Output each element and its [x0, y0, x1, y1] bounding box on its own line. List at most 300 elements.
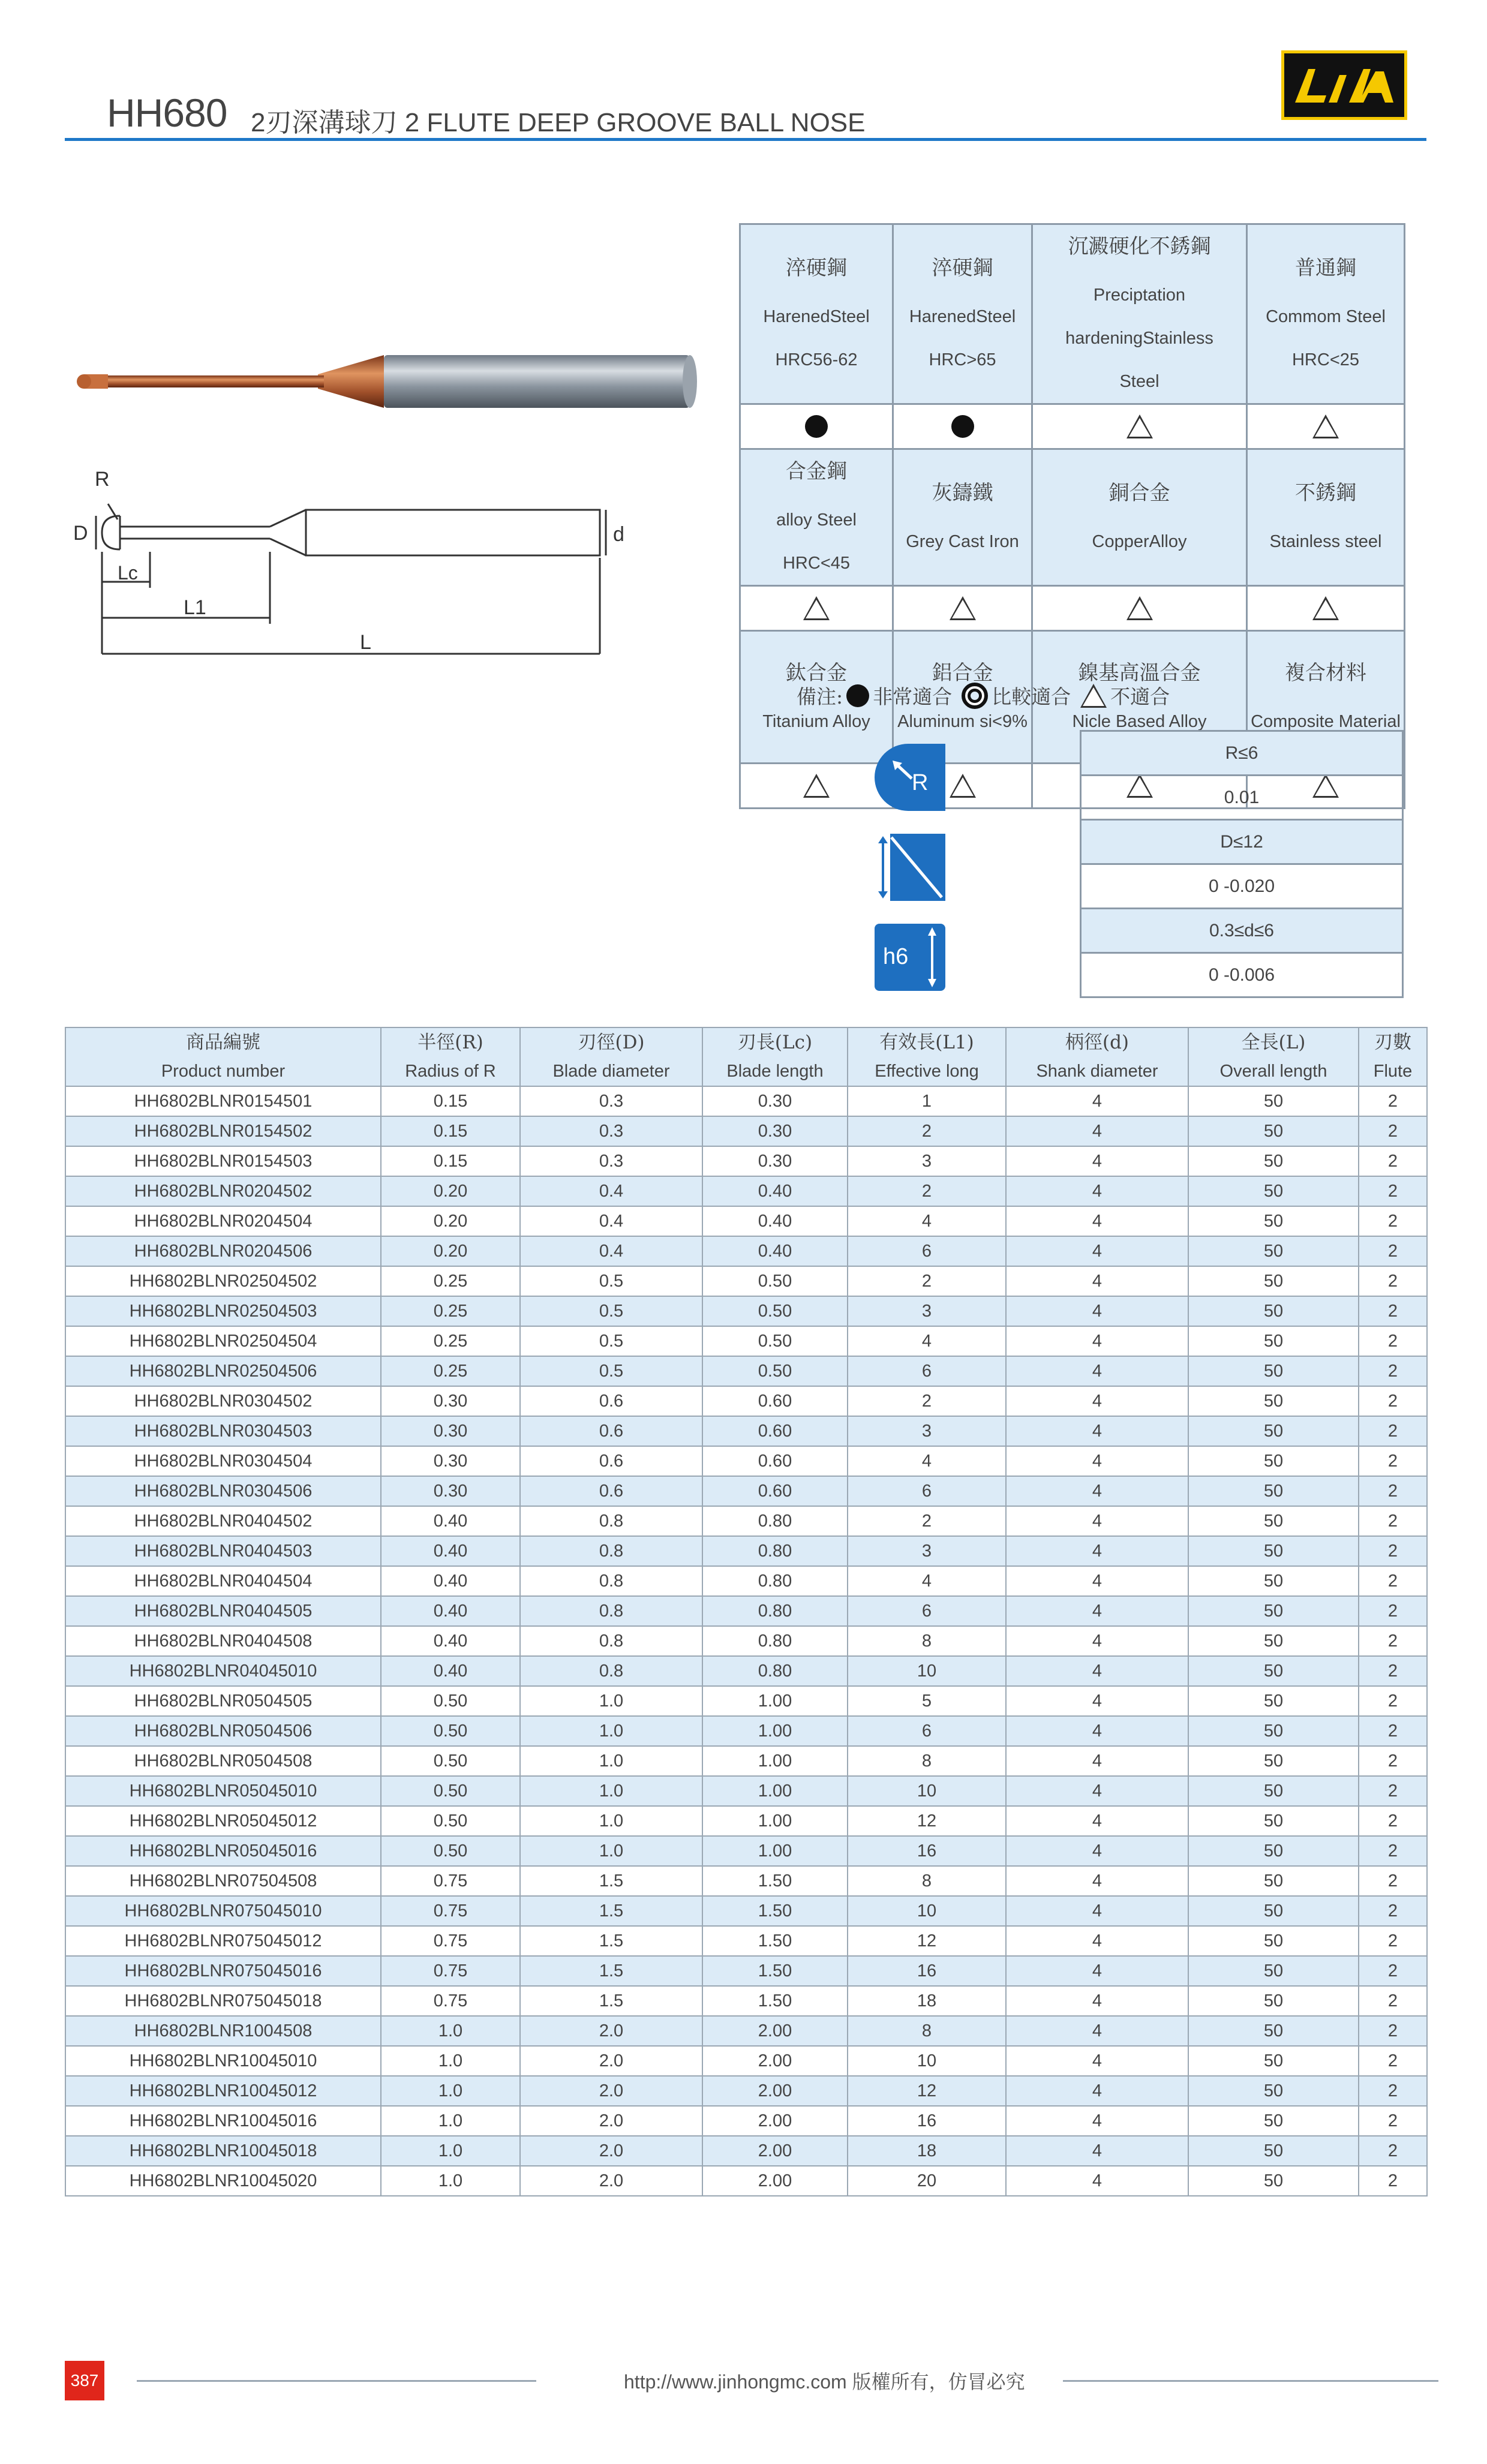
- table-cell: 2: [1359, 2136, 1427, 2166]
- table-cell: 0.75: [381, 1926, 520, 1956]
- table-row: [65, 1716, 1427, 1746]
- table-cell: 0.25: [381, 1326, 520, 1356]
- table-header-row: [65, 1027, 1427, 1086]
- table-cell: 0.4: [520, 1236, 702, 1266]
- table-cell: 8: [848, 1626, 1006, 1656]
- table-cell: 1.5: [520, 1956, 702, 1986]
- material-cell: 鋁合金 Aluminum si<9%: [893, 631, 1032, 764]
- table-cell: HH6802BLNR0304503: [65, 1416, 381, 1446]
- table-cell: 2: [1359, 1956, 1427, 1986]
- table-cell: 4: [1006, 1326, 1188, 1356]
- table-cell: 50: [1188, 1476, 1359, 1506]
- table-cell: 2: [1359, 1986, 1427, 2016]
- table-cell: 2: [1359, 2166, 1427, 2196]
- table-cell: 4: [1006, 1896, 1188, 1926]
- table-cell: 8: [848, 2016, 1006, 2046]
- table-cell: 16: [848, 1956, 1006, 1986]
- table-cell: 2: [1359, 1236, 1427, 1266]
- table-cell: 4: [1006, 1116, 1188, 1146]
- table-cell: 0.3: [520, 1146, 702, 1176]
- legend-very-suitable: 非常適合: [873, 685, 953, 708]
- table-cell: 4: [1006, 2136, 1188, 2166]
- table-cell: 3: [848, 1296, 1006, 1326]
- diameter-tolerance-icon: [875, 834, 945, 901]
- material-cell: 不銹鋼 Stainless steel: [1247, 449, 1405, 586]
- table-cell: 4: [1006, 1866, 1188, 1896]
- table-row: [65, 1326, 1427, 1356]
- table-cell: 0.50: [702, 1296, 848, 1326]
- table-cell: HH6802BLNR0404502: [65, 1506, 381, 1536]
- table-cell: 4: [1006, 1236, 1188, 1266]
- table-cell: 4: [1006, 2166, 1188, 2196]
- table-cell: 2.00: [702, 2076, 848, 2106]
- table-cell: 4: [1006, 1926, 1188, 1956]
- material-cell: 普通鋼 Commom Steel HRC<25: [1247, 224, 1405, 404]
- table-row: [65, 1506, 1427, 1536]
- table-row: [65, 1836, 1427, 1866]
- table-cell: HH6802BLNR02504502: [65, 1266, 381, 1296]
- table-cell: 0.50: [381, 1836, 520, 1866]
- table-cell: 50: [1188, 1956, 1359, 1986]
- table-cell: 0.75: [381, 1896, 520, 1926]
- table-cell: 0.25: [381, 1266, 520, 1296]
- material-cell: 鎳基高溫合金 Nicle Based Alloy: [1032, 631, 1247, 764]
- not-suitable-icon: [1126, 414, 1153, 438]
- table-row: [65, 1176, 1427, 1206]
- table-cell: 2.0: [520, 2046, 702, 2076]
- table-cell: 0.5: [520, 1326, 702, 1356]
- table-cell: 5: [848, 1686, 1006, 1716]
- table-row: [65, 1266, 1427, 1296]
- shank-tolerance-icon: [875, 924, 945, 991]
- table-cell: 50: [1188, 1416, 1359, 1446]
- table-cell: 50: [1188, 1506, 1359, 1536]
- table-row: [65, 1086, 1427, 1116]
- table-cell: 0.80: [702, 1626, 848, 1656]
- table-cell: 50: [1188, 2136, 1359, 2166]
- table-cell: 1.00: [702, 1836, 848, 1866]
- table-cell: 18: [848, 2136, 1006, 2166]
- table-row: [65, 2166, 1427, 2196]
- table-cell: 50: [1188, 1086, 1359, 1116]
- table-cell: 3: [848, 1536, 1006, 1566]
- table-cell: 50: [1188, 2046, 1359, 2076]
- table-cell: 50: [1188, 1776, 1359, 1806]
- table-cell: 2: [1359, 2076, 1427, 2106]
- table-cell: 2.00: [702, 2046, 848, 2076]
- table-cell: 2.00: [702, 2106, 848, 2136]
- table-cell: 1.5: [520, 1866, 702, 1896]
- table-cell: 6: [848, 1236, 1006, 1266]
- table-cell: 1.50: [702, 1986, 848, 2016]
- table-row: [65, 2016, 1427, 2046]
- table-cell: 1.5: [520, 1926, 702, 1956]
- page-number-badge: 387: [65, 2361, 104, 2400]
- table-cell: 1.0: [520, 1776, 702, 1806]
- table-cell: 0.5: [520, 1296, 702, 1326]
- rating-legend: [797, 681, 1176, 710]
- table-cell: 50: [1188, 2166, 1359, 2196]
- table-cell: 0.40: [702, 1206, 848, 1236]
- table-cell: HH6802BLNR10045020: [65, 2166, 381, 2196]
- table-cell: 0.40: [381, 1506, 520, 1536]
- table-cell: HH6802BLNR0154502: [65, 1116, 381, 1146]
- table-cell: 1.0: [520, 1686, 702, 1716]
- table-cell: HH6802BLNR075045016: [65, 1956, 381, 1986]
- table-cell: 1.0: [520, 1746, 702, 1776]
- table-cell: 4: [1006, 1986, 1188, 2016]
- table-cell: 0.8: [520, 1506, 702, 1536]
- table-cell: 50: [1188, 1446, 1359, 1476]
- table-cell: 4: [1006, 1596, 1188, 1626]
- table-cell: 2.00: [702, 2016, 848, 2046]
- table-cell: 2.0: [520, 2166, 702, 2196]
- column-header: 刃徑(D) Blade diameter: [520, 1027, 702, 1086]
- material-cell: 銅合金 CopperAlloy: [1032, 449, 1247, 586]
- table-cell: HH6802BLNR0404505: [65, 1596, 381, 1626]
- table-row: [65, 1806, 1427, 1836]
- table-cell: 4: [848, 1326, 1006, 1356]
- table-cell: 1.00: [702, 1686, 848, 1716]
- table-cell: 0.60: [702, 1446, 848, 1476]
- table-row: [65, 1206, 1427, 1236]
- table-cell: 0.60: [702, 1416, 848, 1446]
- table-cell: HH6802BLNR0304504: [65, 1446, 381, 1476]
- table-cell: 0.3: [520, 1116, 702, 1146]
- table-row: [65, 1596, 1427, 1626]
- table-cell: 2: [1359, 1926, 1427, 1956]
- table-cell: 2: [1359, 1536, 1427, 1566]
- table-cell: 50: [1188, 2106, 1359, 2136]
- table-cell: 1.0: [381, 2046, 520, 2076]
- table-cell: HH6802BLNR0404503: [65, 1536, 381, 1566]
- table-cell: 1.00: [702, 1746, 848, 1776]
- table-cell: 1.00: [702, 1716, 848, 1746]
- legend-not-suitable: 不適合: [1110, 685, 1170, 708]
- table-cell: 10: [848, 1656, 1006, 1686]
- table-cell: 12: [848, 1806, 1006, 1836]
- table-cell: 0.25: [381, 1296, 520, 1326]
- table-cell: 0.60: [702, 1386, 848, 1416]
- table-cell: 1.0: [381, 2136, 520, 2166]
- table-cell: 4: [1006, 1296, 1188, 1326]
- table-cell: 1.0: [520, 1806, 702, 1836]
- table-cell: 0.80: [702, 1596, 848, 1626]
- table-cell: 0.50: [381, 1716, 520, 1746]
- table-row: [65, 1296, 1427, 1326]
- table-cell: 50: [1188, 1236, 1359, 1266]
- table-cell: 16: [848, 1836, 1006, 1866]
- table-row: [65, 1236, 1427, 1266]
- table-row: [65, 1626, 1427, 1656]
- table-cell: HH6802BLNR02504503: [65, 1296, 381, 1326]
- table-cell: 2: [1359, 1356, 1427, 1386]
- table-cell: 0.50: [381, 1686, 520, 1716]
- table-cell: 0.40: [381, 1566, 520, 1596]
- table-cell: 50: [1188, 1566, 1359, 1596]
- table-cell: 0.50: [702, 1356, 848, 1386]
- table-cell: HH6802BLNR10045012: [65, 2076, 381, 2106]
- table-cell: 4: [1006, 1626, 1188, 1656]
- table-cell: 4: [1006, 2076, 1188, 2106]
- table-cell: 2.0: [520, 2136, 702, 2166]
- table-cell: 4: [848, 1566, 1006, 1596]
- table-cell: 1.0: [381, 2076, 520, 2106]
- icon-r-label: R: [912, 770, 929, 795]
- table-cell: 10: [848, 1776, 1006, 1806]
- table-cell: 2: [1359, 1206, 1427, 1236]
- table-cell: 50: [1188, 1836, 1359, 1866]
- table-cell: 0.50: [381, 1806, 520, 1836]
- table-cell: 0.3: [520, 1086, 702, 1116]
- table-cell: 50: [1188, 1926, 1359, 1956]
- table-cell: 10: [848, 2046, 1006, 2076]
- table-cell: 50: [1188, 1746, 1359, 1776]
- table-cell: 2: [1359, 1866, 1427, 1896]
- table-row: [65, 1986, 1427, 2016]
- table-cell: 0.40: [381, 1626, 520, 1656]
- table-cell: 6: [848, 1476, 1006, 1506]
- not-suitable-icon: [950, 596, 976, 620]
- radius-tolerance-icon: [875, 744, 945, 811]
- table-row: [65, 1686, 1427, 1716]
- table-cell: 6: [848, 1356, 1006, 1386]
- table-cell: 0.15: [381, 1146, 520, 1176]
- table-cell: 4: [1006, 1176, 1188, 1206]
- table-cell: 0.75: [381, 1986, 520, 2016]
- table-cell: 50: [1188, 1536, 1359, 1566]
- table-cell: 2: [1359, 1146, 1427, 1176]
- table-cell: 1.50: [702, 1866, 848, 1896]
- legend-suitable: 比較適合: [992, 685, 1071, 708]
- table-cell: 8: [848, 1866, 1006, 1896]
- table-row: [65, 1446, 1427, 1476]
- table-cell: HH6802BLNR0304506: [65, 1476, 381, 1506]
- table-cell: 4: [1006, 1716, 1188, 1746]
- table-row: [65, 1566, 1427, 1596]
- table-cell: 0.75: [381, 1956, 520, 1986]
- table-cell: 0.8: [520, 1596, 702, 1626]
- table-cell: 1.0: [381, 2166, 520, 2196]
- table-cell: 2: [848, 1176, 1006, 1206]
- table-cell: 8: [848, 1746, 1006, 1776]
- table-cell: HH6802BLNR075045018: [65, 1986, 381, 2016]
- material-cell: 鈦合金 Titanium Alloy: [740, 631, 893, 764]
- not-suitable-icon: [803, 596, 830, 620]
- table-cell: HH6802BLNR0504505: [65, 1686, 381, 1716]
- table-cell: 50: [1188, 1626, 1359, 1656]
- column-header: 商品編號 Product number: [65, 1027, 381, 1086]
- table-row: [65, 1536, 1427, 1566]
- table-cell: 50: [1188, 1386, 1359, 1416]
- table-cell: 4: [1006, 1476, 1188, 1506]
- table-cell: 4: [848, 1446, 1006, 1476]
- table-row: [65, 1866, 1427, 1896]
- label-l: L: [360, 631, 371, 654]
- tolerance-header: 0.3≤d≤6: [1081, 909, 1403, 953]
- table-cell: 50: [1188, 1266, 1359, 1296]
- table-cell: HH6802BLNR0404508: [65, 1626, 381, 1656]
- label-r: R: [95, 468, 110, 491]
- table-cell: 4: [1006, 2106, 1188, 2136]
- table-cell: HH6802BLNR05045012: [65, 1806, 381, 1836]
- table-cell: 4: [1006, 1506, 1188, 1536]
- table-cell: 2: [848, 1266, 1006, 1296]
- table-cell: 16: [848, 2106, 1006, 2136]
- not-suitable-icon: [1080, 684, 1107, 708]
- table-cell: 50: [1188, 1206, 1359, 1236]
- table-row: [65, 1896, 1427, 1926]
- table-cell: 2: [1359, 1476, 1427, 1506]
- table-cell: 12: [848, 2076, 1006, 2106]
- table-cell: 1.5: [520, 1986, 702, 2016]
- table-cell: 4: [848, 1206, 1006, 1236]
- table-cell: 0.8: [520, 1566, 702, 1596]
- table-cell: 50: [1188, 2016, 1359, 2046]
- footer-copyright: 版權所有，仿冒必究: [852, 2370, 1025, 2393]
- header-divider: [65, 138, 1426, 141]
- table-cell: 4: [1006, 1836, 1188, 1866]
- table-cell: 2: [1359, 1896, 1427, 1926]
- table-cell: 0.80: [702, 1656, 848, 1686]
- table-cell: 2: [1359, 2046, 1427, 2076]
- table-cell: 50: [1188, 1866, 1359, 1896]
- product-subtitle: 2刃深溝球刀 2 FLUTE DEEP GROOVE BALL NOSE: [251, 108, 866, 137]
- table-cell: 2: [1359, 1656, 1427, 1686]
- table-cell: 1.0: [381, 2106, 520, 2136]
- table-cell: 1.50: [702, 1926, 848, 1956]
- table-cell: 0.25: [381, 1356, 520, 1386]
- table-row: [65, 1356, 1427, 1386]
- table-row: [65, 1926, 1427, 1956]
- tool-drawing: [66, 462, 630, 666]
- table-cell: 4: [1006, 1146, 1188, 1176]
- brand-logo: [1281, 50, 1407, 120]
- footer-url[interactable]: http://www.jinhongmc.com: [624, 2371, 847, 2393]
- table-cell: 50: [1188, 1596, 1359, 1626]
- table-cell: 4: [1006, 1446, 1188, 1476]
- table-cell: 0.30: [702, 1146, 848, 1176]
- table-cell: 2: [1359, 1446, 1427, 1476]
- table-cell: 2: [1359, 1806, 1427, 1836]
- table-cell: 2: [1359, 2016, 1427, 2046]
- table-cell: 50: [1188, 1716, 1359, 1746]
- table-cell: 0.40: [381, 1656, 520, 1686]
- footer-divider-left: [137, 2380, 536, 2382]
- table-row: [65, 1656, 1427, 1686]
- not-suitable-icon: [1312, 596, 1339, 620]
- table-cell: 0.80: [702, 1536, 848, 1566]
- table-cell: 50: [1188, 1896, 1359, 1926]
- table-cell: 4: [1006, 1746, 1188, 1776]
- material-cell: 沉澱硬化不銹鋼 Preciptation hardeningStainless Steel: [1032, 224, 1247, 404]
- table-row: [65, 1116, 1427, 1146]
- table-cell: 2: [1359, 1686, 1427, 1716]
- material-cell: 灰鑄鐵 Grey Cast Iron: [893, 449, 1032, 586]
- table-cell: 0.30: [381, 1386, 520, 1416]
- table-cell: 18: [848, 1986, 1006, 2016]
- table-cell: 0.50: [381, 1746, 520, 1776]
- table-cell: 0.6: [520, 1416, 702, 1446]
- table-cell: 0.30: [702, 1116, 848, 1146]
- tolerance-value: 0.01: [1081, 776, 1403, 820]
- very-suitable-icon: [805, 415, 828, 438]
- table-cell: 4: [1006, 1086, 1188, 1116]
- table-cell: HH6802BLNR0504506: [65, 1716, 381, 1746]
- product-code: HH680: [107, 91, 227, 135]
- table-cell: 0.60: [702, 1476, 848, 1506]
- table-cell: 4: [1006, 1266, 1188, 1296]
- table-cell: HH6802BLNR0204506: [65, 1236, 381, 1266]
- table-cell: 0.30: [702, 1086, 848, 1116]
- table-cell: 6: [848, 1596, 1006, 1626]
- suitable-icon: [962, 683, 988, 709]
- icon-h6-label: h6: [883, 944, 909, 969]
- column-header: 半徑(R) Radius of R: [381, 1027, 520, 1086]
- table-cell: 2: [1359, 1506, 1427, 1536]
- table-cell: 0.30: [381, 1416, 520, 1446]
- material-cell: 淬硬鋼 HarenedSteel HRC>65: [893, 224, 1032, 404]
- table-cell: HH6802BLNR075045010: [65, 1896, 381, 1926]
- table-cell: 0.6: [520, 1476, 702, 1506]
- table-cell: 0.30: [381, 1446, 520, 1476]
- table-cell: 1.5: [520, 1896, 702, 1926]
- table-cell: 50: [1188, 1176, 1359, 1206]
- table-cell: 2: [1359, 1326, 1427, 1356]
- table-row: [65, 2046, 1427, 2076]
- table-cell: 2: [1359, 1176, 1427, 1206]
- table-cell: 1.0: [520, 1716, 702, 1746]
- table-cell: 0.40: [702, 1236, 848, 1266]
- table-cell: 0.4: [520, 1206, 702, 1236]
- table-cell: 50: [1188, 1356, 1359, 1386]
- table-cell: HH6802BLNR05045016: [65, 1836, 381, 1866]
- table-cell: 0.5: [520, 1266, 702, 1296]
- table-cell: 4: [1006, 2016, 1188, 2046]
- table-row: [65, 1146, 1427, 1176]
- footer-divider-right: [1063, 2380, 1438, 2382]
- table-cell: 4: [1006, 1386, 1188, 1416]
- table-cell: 6: [848, 1716, 1006, 1746]
- table-cell: HH6802BLNR05045010: [65, 1776, 381, 1806]
- table-cell: 0.40: [381, 1596, 520, 1626]
- table-row: [65, 2106, 1427, 2136]
- table-row: [65, 1416, 1427, 1446]
- table-cell: 50: [1188, 1986, 1359, 2016]
- table-cell: 0.80: [702, 1566, 848, 1596]
- table-cell: 2.0: [520, 2016, 702, 2046]
- table-cell: 0.8: [520, 1626, 702, 1656]
- table-cell: 3: [848, 1416, 1006, 1446]
- table-cell: 4: [1006, 1806, 1188, 1836]
- table-cell: 2: [1359, 1716, 1427, 1746]
- tolerance-table: [1080, 730, 1404, 998]
- table-cell: HH6802BLNR0154501: [65, 1086, 381, 1116]
- column-header: 柄徑(d) Shank diameter: [1006, 1027, 1188, 1086]
- table-cell: 2: [1359, 1416, 1427, 1446]
- table-cell: HH6802BLNR02504504: [65, 1326, 381, 1356]
- table-cell: 1.00: [702, 1776, 848, 1806]
- column-header: 刃長(Lc) Blade length: [702, 1027, 848, 1086]
- tolerance-value: 0 -0.020: [1081, 864, 1403, 909]
- table-cell: 0.15: [381, 1116, 520, 1146]
- table-cell: 50: [1188, 1116, 1359, 1146]
- column-header: 全長(L) Overall length: [1188, 1027, 1359, 1086]
- table-cell: 4: [1006, 1416, 1188, 1446]
- table-cell: 2: [1359, 2106, 1427, 2136]
- table-cell: 4: [1006, 1206, 1188, 1236]
- not-suitable-icon: [1312, 414, 1339, 438]
